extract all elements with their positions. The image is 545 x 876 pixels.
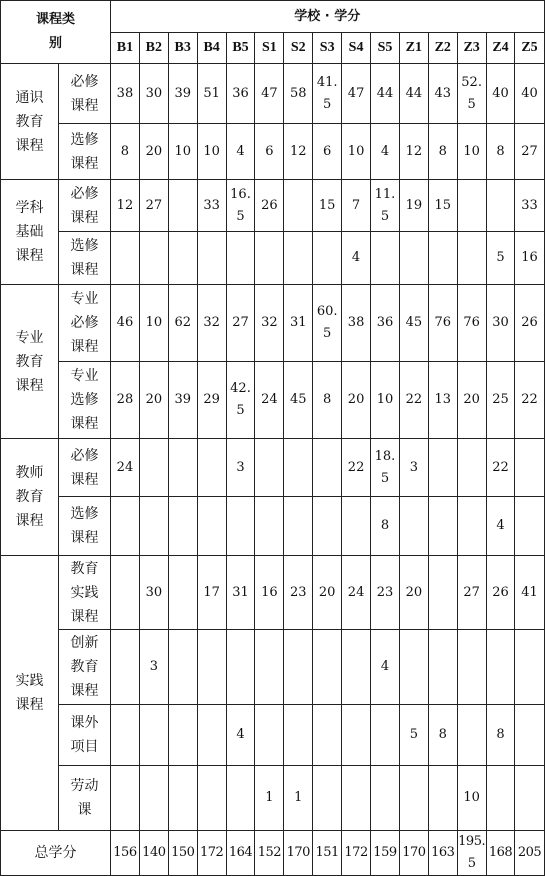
credit-cell-b1 [111,630,140,705]
credit-cell-s5: 23 [371,556,400,630]
subcategory-label: 必修课程 [70,73,99,114]
credit-cell-z2: 8 [428,705,457,766]
credit-cell-z2: 43 [428,64,457,124]
total-cell-z5: 205 [515,831,544,876]
subcategory-cell [59,439,111,497]
credit-cell-z5: 16 [515,232,544,285]
credit-cell-s3: 6 [313,124,342,180]
credit-cell-s3: 60. 5 [313,285,342,362]
subcategory-label: 创新教育课程 [70,635,99,699]
credit-cell-b2: 10 [139,285,168,362]
credit-cell-b5: 31 [226,556,255,630]
credit-cell-s4 [342,497,371,556]
credit-cell-s4: 4 [342,232,371,285]
total-cell-z3: 195. 5 [457,831,486,876]
credit-cell-b2 [139,232,168,285]
subcategory-cell [59,705,111,766]
table-row [1,362,545,439]
credit-cell-s1: 24 [255,362,284,439]
credit-cell-b3: 39 [168,64,197,124]
total-cell-z1: 170 [399,831,428,876]
subcategory-label: 专业必修课程 [70,291,99,355]
credit-cell-s3: 20 [313,556,342,630]
subcategory-cell [59,64,111,124]
credit-cell-s3 [313,630,342,705]
credit-cell-z1 [399,232,428,285]
credit-cell-z4: 25 [486,362,515,439]
subcategory-cell [59,497,111,556]
credit-cell-s5: 4 [371,630,400,705]
subcategory-cell [59,124,111,180]
credit-cell-s4: 22 [342,439,371,497]
credit-cell-z1: 12 [399,124,428,180]
credit-cell-b4 [197,766,226,831]
credit-cell-b2 [139,439,168,497]
category-cell [1,285,59,439]
credit-cell-z4 [486,180,515,232]
credit-cell-z1: 3 [399,439,428,497]
subcategory-cell [59,362,111,439]
credit-cell-b5: 4 [226,124,255,180]
credit-cell-z5 [515,497,544,556]
credit-cell-b4: 17 [197,556,226,630]
credit-cell-s2 [284,439,313,497]
credit-cell-b4: 10 [197,124,226,180]
credit-cell-z2: 13 [428,362,457,439]
category-label: 学科基础课程 [15,200,44,264]
credit-cell-b4 [197,232,226,285]
credit-cell-z4 [486,630,515,705]
school-header-z2: Z2 [428,33,457,64]
credit-cell-z3 [457,497,486,556]
credit-cell-s5: 44 [371,64,400,124]
subcategory-cell [59,180,111,232]
credit-cell-z5: 22 [515,362,544,439]
credit-cell-z4: 4 [486,497,515,556]
credit-cell-z4: 8 [486,705,515,766]
credit-cell-b1: 28 [111,362,140,439]
credit-cell-z4: 5 [486,232,515,285]
credit-cell-s5: 8 [371,497,400,556]
credit-cell-z5: 33 [515,180,544,232]
credit-cell-s5: 11. 5 [371,180,400,232]
credit-cell-z5 [515,439,544,497]
total-cell-z2: 163 [428,831,457,876]
credit-cell-s2: 31 [284,285,313,362]
credit-cell-z1: 5 [399,705,428,766]
credit-cell-z3 [457,180,486,232]
credit-cell-b4 [197,439,226,497]
category-cell [1,64,59,180]
credit-cell-b4: 51 [197,64,226,124]
credit-cell-s3: 15 [313,180,342,232]
category-label: 专业教育课程 [15,329,44,394]
school-header-s2: S2 [284,33,313,64]
credit-cell-b3: 62 [168,285,197,362]
total-cell-s5: 159 [371,831,400,876]
credit-cell-z3: 27 [457,556,486,630]
credit-cell-b1 [111,497,140,556]
credit-cell-b4 [197,497,226,556]
credit-cell-s5: 10 [371,362,400,439]
credit-cell-s3 [313,497,342,556]
credit-cell-b3 [168,232,197,285]
table-row [1,439,545,497]
credit-cell-s5 [371,766,400,831]
credit-cell-s5: 18. 5 [371,439,400,497]
credit-cell-s4: 47 [342,64,371,124]
credit-cell-z5: 26 [515,285,544,362]
subcategory-cell [59,766,111,831]
school-header-s4: S4 [342,33,371,64]
credit-cell-b5: 42. 5 [226,362,255,439]
credit-cell-z1: 45 [399,285,428,362]
table-row [1,285,545,362]
credit-cell-s4: 20 [342,362,371,439]
credit-cell-s3 [313,439,342,497]
school-credit-header: 学校 · 学分 [111,1,545,33]
school-header-z3: Z3 [457,33,486,64]
credit-cell-s5: 4 [371,124,400,180]
subcategory-label: 必修课程 [70,447,99,488]
table-row [1,630,545,705]
credit-cell-b5: 27 [226,285,255,362]
total-cell-b4: 172 [197,831,226,876]
credit-cell-s3: 41. 5 [313,64,342,124]
credit-cell-z5 [515,766,544,831]
credit-cell-b5: 36 [226,64,255,124]
credit-cell-s3: 8 [313,362,342,439]
total-cell-b3: 150 [168,831,197,876]
credit-cell-z2 [428,439,457,497]
subcategory-label: 必修课程 [70,185,99,226]
credit-cell-b1: 8 [111,124,140,180]
credit-cell-z2 [428,766,457,831]
credit-cell-z2: 15 [428,180,457,232]
credit-cell-s2 [284,180,313,232]
credit-cell-b5: 4 [226,705,255,766]
table-row [1,180,545,232]
category-header-label: 课程类别 [35,12,75,51]
subcategory-label: 专业选修课程 [70,368,99,432]
credit-cell-z3 [457,630,486,705]
credit-cell-b2: 20 [139,362,168,439]
table-row [1,232,545,285]
credit-cell-s1 [255,232,284,285]
credit-cell-s1 [255,705,284,766]
table-row [1,124,545,180]
credit-cell-z4: 8 [486,124,515,180]
subcategory-label: 劳动课 [70,778,99,818]
credit-cell-b3 [168,556,197,630]
subcategory-label: 课外项目 [70,715,99,755]
total-cell-b1: 156 [111,831,140,876]
credit-cell-b5 [226,497,255,556]
credit-cell-z2 [428,556,457,630]
credit-cell-s3 [313,766,342,831]
credit-cell-b3 [168,630,197,705]
subcategory-cell [59,556,111,630]
credit-cell-z2: 8 [428,124,457,180]
credit-cell-s1 [255,439,284,497]
school-header-b5: B5 [226,33,255,64]
credit-cell-s2 [284,497,313,556]
credit-cell-s4 [342,766,371,831]
total-row [1,831,545,876]
credit-cell-s2: 23 [284,556,313,630]
credit-cell-z3: 52. 5 [457,64,486,124]
credit-cell-b1 [111,232,140,285]
credit-cell-b3: 10 [168,124,197,180]
school-header-s3: S3 [313,33,342,64]
credit-cell-z4 [486,766,515,831]
category-cell [1,439,59,556]
credit-cell-s2 [284,630,313,705]
school-header-b4: B4 [197,33,226,64]
credit-cell-z4: 22 [486,439,515,497]
credit-cell-b5 [226,232,255,285]
total-cell-z4: 168 [486,831,515,876]
category-cell [1,556,59,831]
credit-cell-b4 [197,705,226,766]
category-cell [1,180,59,285]
credit-cell-z3 [457,705,486,766]
school-header-b1: B1 [111,33,140,64]
subcategory-cell [59,232,111,285]
credit-cell-z4: 40 [486,64,515,124]
credit-cell-b1 [111,556,140,630]
credit-cell-s5 [371,705,400,766]
credit-cell-z3 [457,232,486,285]
credit-cell-s5: 36 [371,285,400,362]
credit-cell-z1: 22 [399,362,428,439]
credit-cell-s2: 58 [284,64,313,124]
credit-cell-z1 [399,497,428,556]
credit-cell-b5: 3 [226,439,255,497]
table-body [1,64,545,876]
credit-cell-z1 [399,630,428,705]
credit-cell-b3 [168,180,197,232]
credit-cell-z1: 19 [399,180,428,232]
credit-cell-z5 [515,705,544,766]
subcategory-label: 选修课程 [70,131,99,172]
credit-cell-z5: 27 [515,124,544,180]
credit-cell-z2 [428,497,457,556]
credit-cell-z1: 20 [399,556,428,630]
school-header-z1: Z1 [399,33,428,64]
school-header-b2: B2 [139,33,168,64]
credit-cell-b3: 39 [168,362,197,439]
credit-cell-b4: 32 [197,285,226,362]
category-label: 通识教育课程 [15,89,44,154]
credit-cell-s5 [371,232,400,285]
subcategory-label: 教育实践课程 [70,560,99,625]
credit-cell-s3 [313,232,342,285]
credit-cell-z5: 41 [515,556,544,630]
credit-cell-b4: 33 [197,180,226,232]
credit-cell-b2 [139,705,168,766]
credit-cell-z3: 10 [457,124,486,180]
credit-cell-z3: 10 [457,766,486,831]
credit-cell-s4 [342,630,371,705]
credit-cell-z4: 26 [486,556,515,630]
school-header-s1: S1 [255,33,284,64]
table-row [1,556,545,630]
credit-cell-b2: 3 [139,630,168,705]
credit-cell-b3 [168,439,197,497]
category-label: 实践课程 [15,673,44,713]
credit-cell-s4 [342,705,371,766]
credit-cell-b4 [197,630,226,705]
credit-cell-b1: 46 [111,285,140,362]
subcategory-label: 选修课程 [70,238,99,278]
credit-cell-b1 [111,705,140,766]
credit-cell-z4: 30 [486,285,515,362]
school-header-z4: Z4 [486,33,515,64]
credit-cell-b2: 30 [139,556,168,630]
credit-cell-b1: 38 [111,64,140,124]
total-cell-s1: 152 [255,831,284,876]
credit-cell-s1 [255,497,284,556]
school-header-z5: Z5 [515,33,544,64]
credit-cell-b2 [139,497,168,556]
credit-cell-b5 [226,766,255,831]
credit-cell-z2 [428,232,457,285]
credit-cell-z3 [457,439,486,497]
total-label: 总学分 [1,831,111,876]
credit-cell-b3 [168,705,197,766]
credit-cell-s1: 1 [255,766,284,831]
total-cell-b5: 164 [226,831,255,876]
table-row [1,497,545,556]
credit-cell-b2: 27 [139,180,168,232]
total-cell-s3: 151 [313,831,342,876]
credit-cell-b5: 16. 5 [226,180,255,232]
credit-cell-z3: 20 [457,362,486,439]
credit-cell-b2: 30 [139,64,168,124]
credit-cell-s1 [255,630,284,705]
credit-cell-s2: 45 [284,362,313,439]
credit-cell-b1: 12 [111,180,140,232]
credit-cell-s1: 6 [255,124,284,180]
credit-cell-z2 [428,630,457,705]
credit-cell-s4: 24 [342,556,371,630]
credit-cell-s2: 1 [284,766,313,831]
credit-cell-s3 [313,705,342,766]
total-cell-b2: 140 [139,831,168,876]
table-row [1,64,545,124]
credit-cell-s2 [284,705,313,766]
credit-cell-s1: 32 [255,285,284,362]
subcategory-cell [59,630,111,705]
credit-cell-s4: 10 [342,124,371,180]
category-label: 教师教育课程 [15,465,44,529]
credit-cell-z1: 44 [399,64,428,124]
subcategory-cell [59,285,111,362]
credit-cell-s1: 26 [255,180,284,232]
credit-cell-s4: 7 [342,180,371,232]
total-cell-s4: 172 [342,831,371,876]
credit-cell-b4: 29 [197,362,226,439]
subcategory-label: 选修课程 [70,506,99,546]
credit-cell-s2 [284,232,313,285]
credit-cell-b3 [168,497,197,556]
credit-cell-z2: 76 [428,285,457,362]
table-row [1,766,545,831]
credit-cell-b5 [226,630,255,705]
credit-cell-b1 [111,766,140,831]
credit-cell-s2: 12 [284,124,313,180]
credit-cell-s1: 16 [255,556,284,630]
credit-cell-b2 [139,766,168,831]
credit-cell-z3: 76 [457,285,486,362]
total-cell-s2: 170 [284,831,313,876]
credit-cell-b3 [168,766,197,831]
school-header-b3: B3 [168,33,197,64]
table-row [1,705,545,766]
credit-cell-s4: 38 [342,285,371,362]
credit-cell-s1: 47 [255,64,284,124]
credit-cell-z5 [515,630,544,705]
credit-cell-z5: 40 [515,64,544,124]
credit-cell-b1: 24 [111,439,140,497]
credit-cell-b2: 20 [139,124,168,180]
credit-cell-z1 [399,766,428,831]
school-header-s5: S5 [371,33,400,64]
category-header [1,1,111,64]
